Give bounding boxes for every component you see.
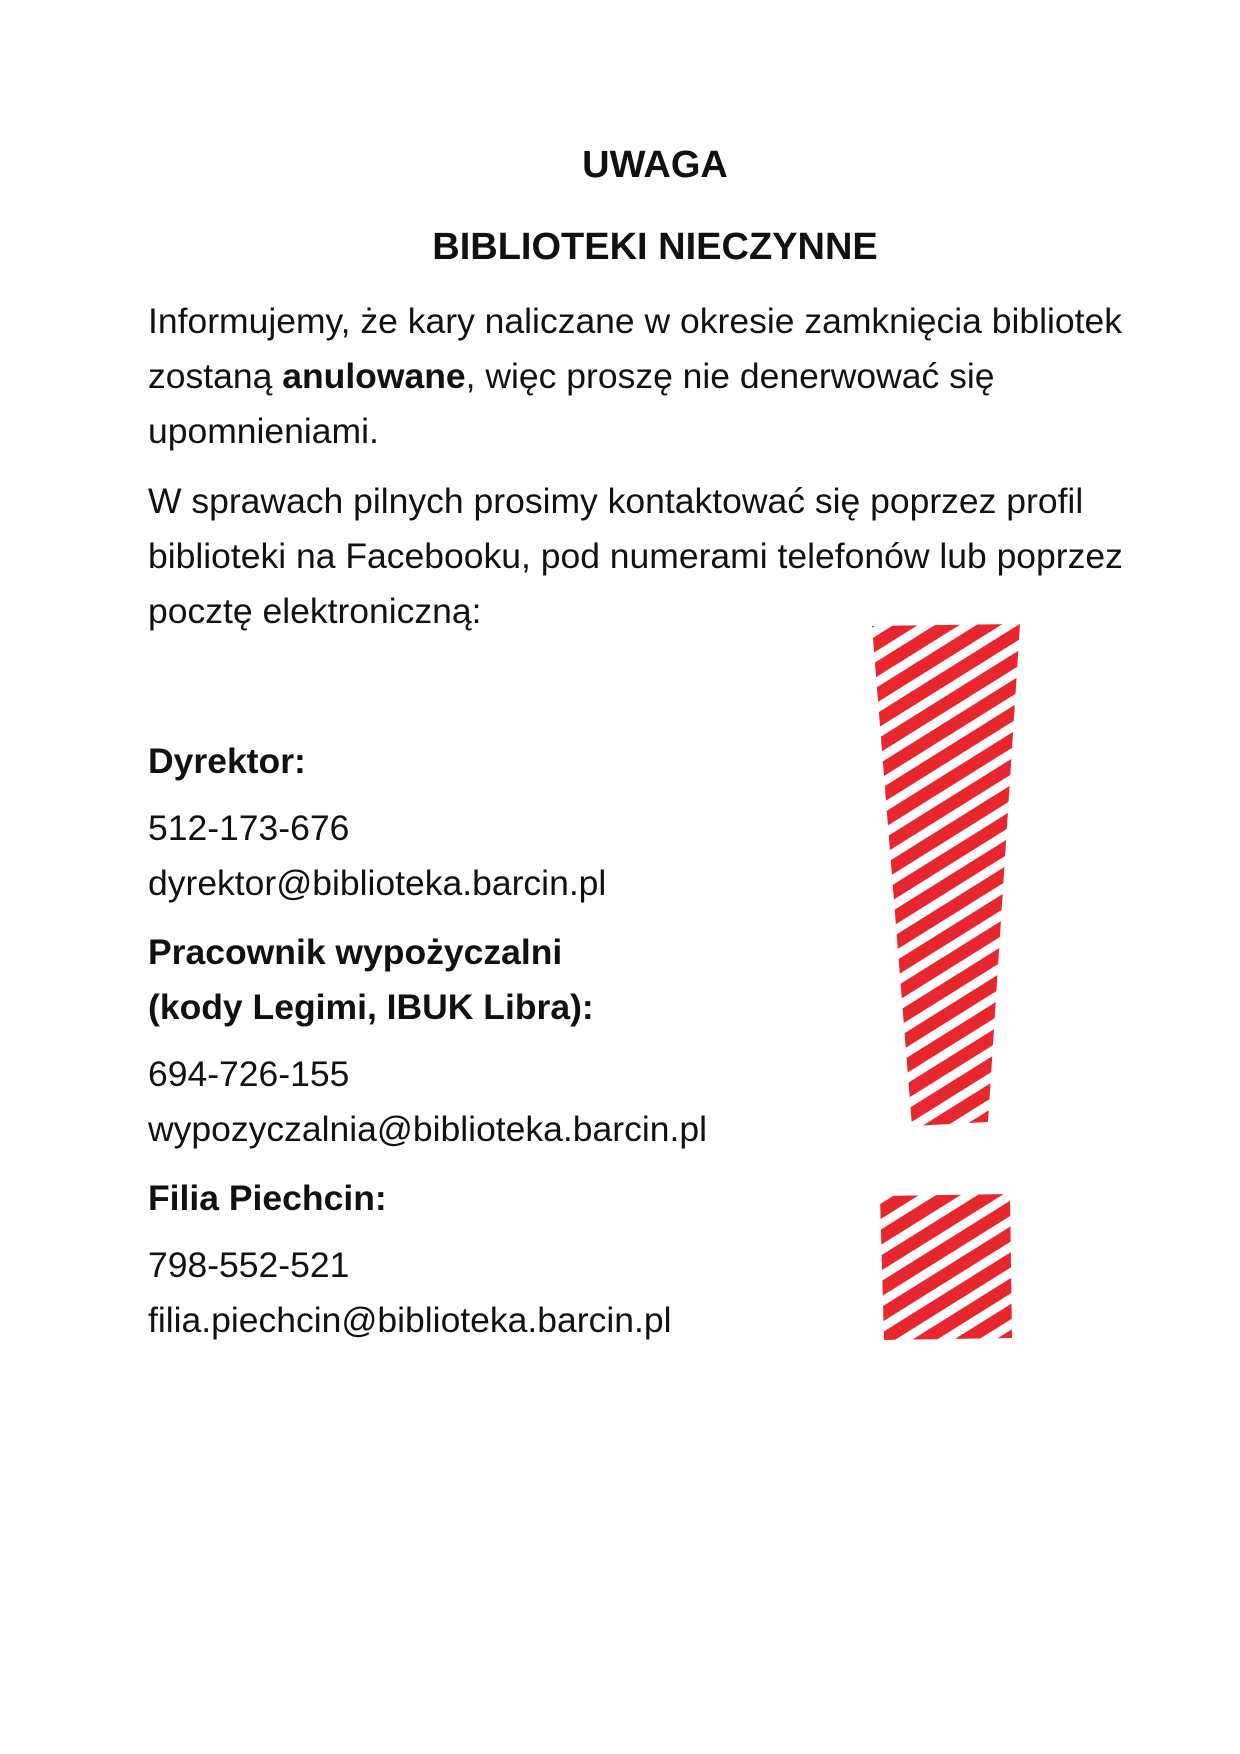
contact-paragraph: W sprawach pilnych prosimy kontaktować się poprzez profil biblioteki na Facebooku, pod numerami telefonów lub poprzez pocztę elektroniczną: (148, 481, 1123, 631)
notice-subtitle: BIBLIOTEKI NIECZYNNE (432, 226, 878, 268)
branch-phone: 798-552-521 (148, 1245, 350, 1285)
lending-label-note: (kody Legimi, IBUK Libra): (148, 987, 594, 1027)
exclamation-dot (880, 1194, 1012, 1340)
fines-text-emphasis: anulowane (282, 356, 466, 396)
branch-label: Filia Piechcin: (148, 1178, 387, 1218)
lending-phone: 694-726-155 (148, 1054, 350, 1094)
director-email[interactable]: dyrektor@biblioteka.barcin.pl (148, 863, 607, 903)
director-phone: 512-173-676 (148, 808, 350, 848)
fines-paragraph (148, 294, 1208, 459)
exclamation-bar (872, 624, 1020, 1126)
lending-contact (148, 925, 868, 1157)
lending-email[interactable]: wypozyczalnia@biblioteka.barcin.pl (148, 1109, 707, 1149)
contact-list (148, 734, 868, 1362)
director-contact (148, 734, 868, 911)
fines-text-end: , więc proszę nie denerwować się upomnieniami. (148, 356, 995, 451)
notice-title: UWAGA (582, 144, 728, 186)
fines-text-start: Informujemy, że kary naliczane w okresie zamknięcia bibliotek zostaną (148, 301, 1123, 396)
branch-contact (148, 1171, 868, 1348)
exclamation-mark-icon (860, 620, 1060, 1360)
director-label: Dyrektor: (148, 741, 306, 781)
lending-label: Pracownik wypożyczalni (148, 932, 563, 972)
branch-email[interactable]: filia.piechcin@biblioteka.barcin.pl (148, 1300, 672, 1340)
